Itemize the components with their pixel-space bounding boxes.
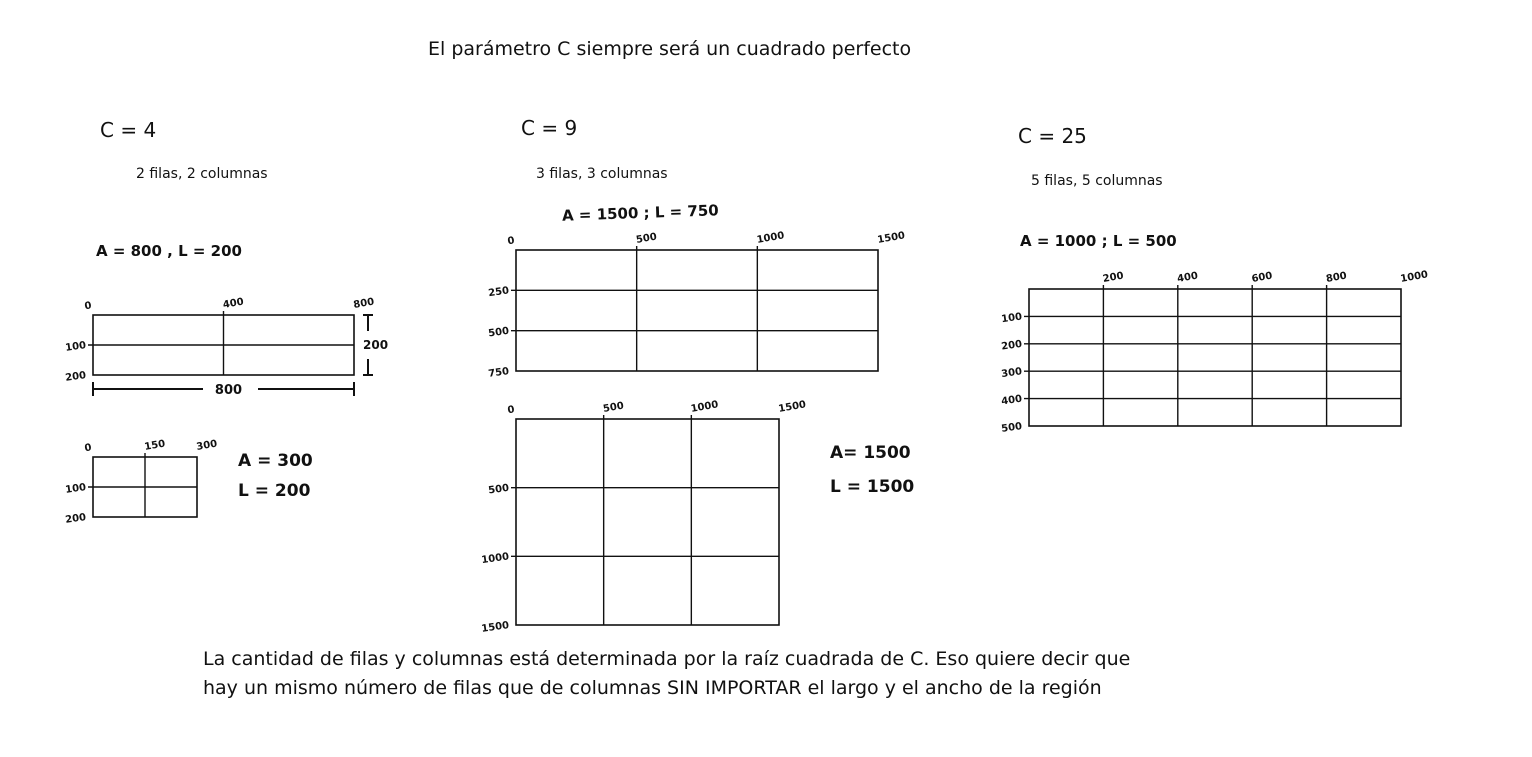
c25-grid1-y-tick-label: 500 [1000,421,1023,435]
c9-grid2-y-tick-label: 1000 [480,551,510,567]
c9-dims: A = 1500 ; L = 750 [561,201,719,225]
c4-grid1-x-tick-label: 800 [352,296,376,311]
c25-grid1-x-tick-label: 200 [1102,270,1125,285]
c25-grid1-x-tick-label: 800 [1325,270,1348,285]
c4-grid2-y-tick-label: 100 [64,482,87,496]
c25-grid1-y-tick-label: 100 [1000,311,1023,326]
c4-grid2-x-tick-label: 0 [83,442,93,455]
c4-grid1-x-tick-label: 0 [83,300,93,313]
c9-grid2-x-tick-label: 1000 [689,399,720,415]
c9-grid2-x-tick-label: 1500 [777,399,807,415]
c9-grid2-y-tick-label: 1500 [480,620,510,635]
c25-grid1-x-tick-label: 400 [1176,270,1199,285]
c9-grid2-y-tick-label: 500 [487,482,510,497]
c4-grid2-l: L = 200 [238,481,311,501]
page-title: El parámetro C siempre será un cuadrado perfecto [428,38,912,60]
c4-grid2-a: A = 300 [238,451,313,471]
c9-grid2-x-tick-label: 0 [506,404,516,417]
c4-grid1-x-tick-label: 400 [222,296,245,311]
c4-rows-cols: 2 filas, 2 columnas [136,166,268,182]
c9-grid1-y-tick-label: 250 [487,285,510,300]
c9-grid2-a: A= 1500 [830,443,911,463]
c4-grid1-height-label: 200 [363,338,389,352]
c4-grid2-x-tick-label: 300 [195,438,219,453]
c4-grid1-width-label: 800 [214,383,243,398]
c9-grid1-x-tick-label: 0 [506,235,516,248]
c4-label: C = 4 [100,118,157,142]
c25-grid1-y-tick-label: 200 [1000,338,1023,353]
c4-grid1-y-tick-label: 100 [64,340,87,354]
c9-grid2-border [516,419,779,625]
c25-grid1-x-tick-label: 1000 [1399,269,1429,285]
c9-grid1-y-tick-label: 750 [487,366,510,380]
c4-grid2-x-tick-label: 150 [143,438,167,453]
c9-grid1-border [516,250,878,371]
footer-line-2: hay un mismo número de filas que de columnas SIN IMPORTAR el largo y el ancho de la región [203,677,1102,699]
c9-grid2-l: L = 1500 [830,477,915,497]
c9-grid1-x-tick-label: 1500 [876,230,906,246]
c9-label: C = 9 [521,116,578,140]
c25-grid1-border [1029,289,1401,426]
c9-grid1-y-tick-label: 500 [487,325,510,340]
c9-grid2-x-tick-label: 500 [602,400,625,415]
c4-grid1-y-tick-label: 200 [64,370,87,384]
c9-grid1-x-tick-label: 500 [635,231,658,246]
c25-dims: A = 1000 ; L = 500 [1020,232,1177,250]
footer-line-1: La cantidad de filas y columnas está determinada por la raíz cuadrada de C. Eso quiere decir que [203,648,1131,670]
c25-grid1-x-tick-label: 600 [1250,270,1274,285]
c9-rows-cols: 3 filas, 3 columnas [536,166,668,182]
c4-grid2-y-tick-label: 200 [64,512,87,526]
c25-rows-cols: 5 filas, 5 columnas [1031,173,1163,189]
c25-grid1-y-tick-label: 400 [1000,393,1023,408]
c25-grid1-y-tick-label: 300 [1000,366,1023,381]
c4-dims: A = 800 , L = 200 [96,242,242,260]
c9-grid1-x-tick-label: 1000 [755,230,786,246]
c25-label: C = 25 [1018,124,1087,148]
